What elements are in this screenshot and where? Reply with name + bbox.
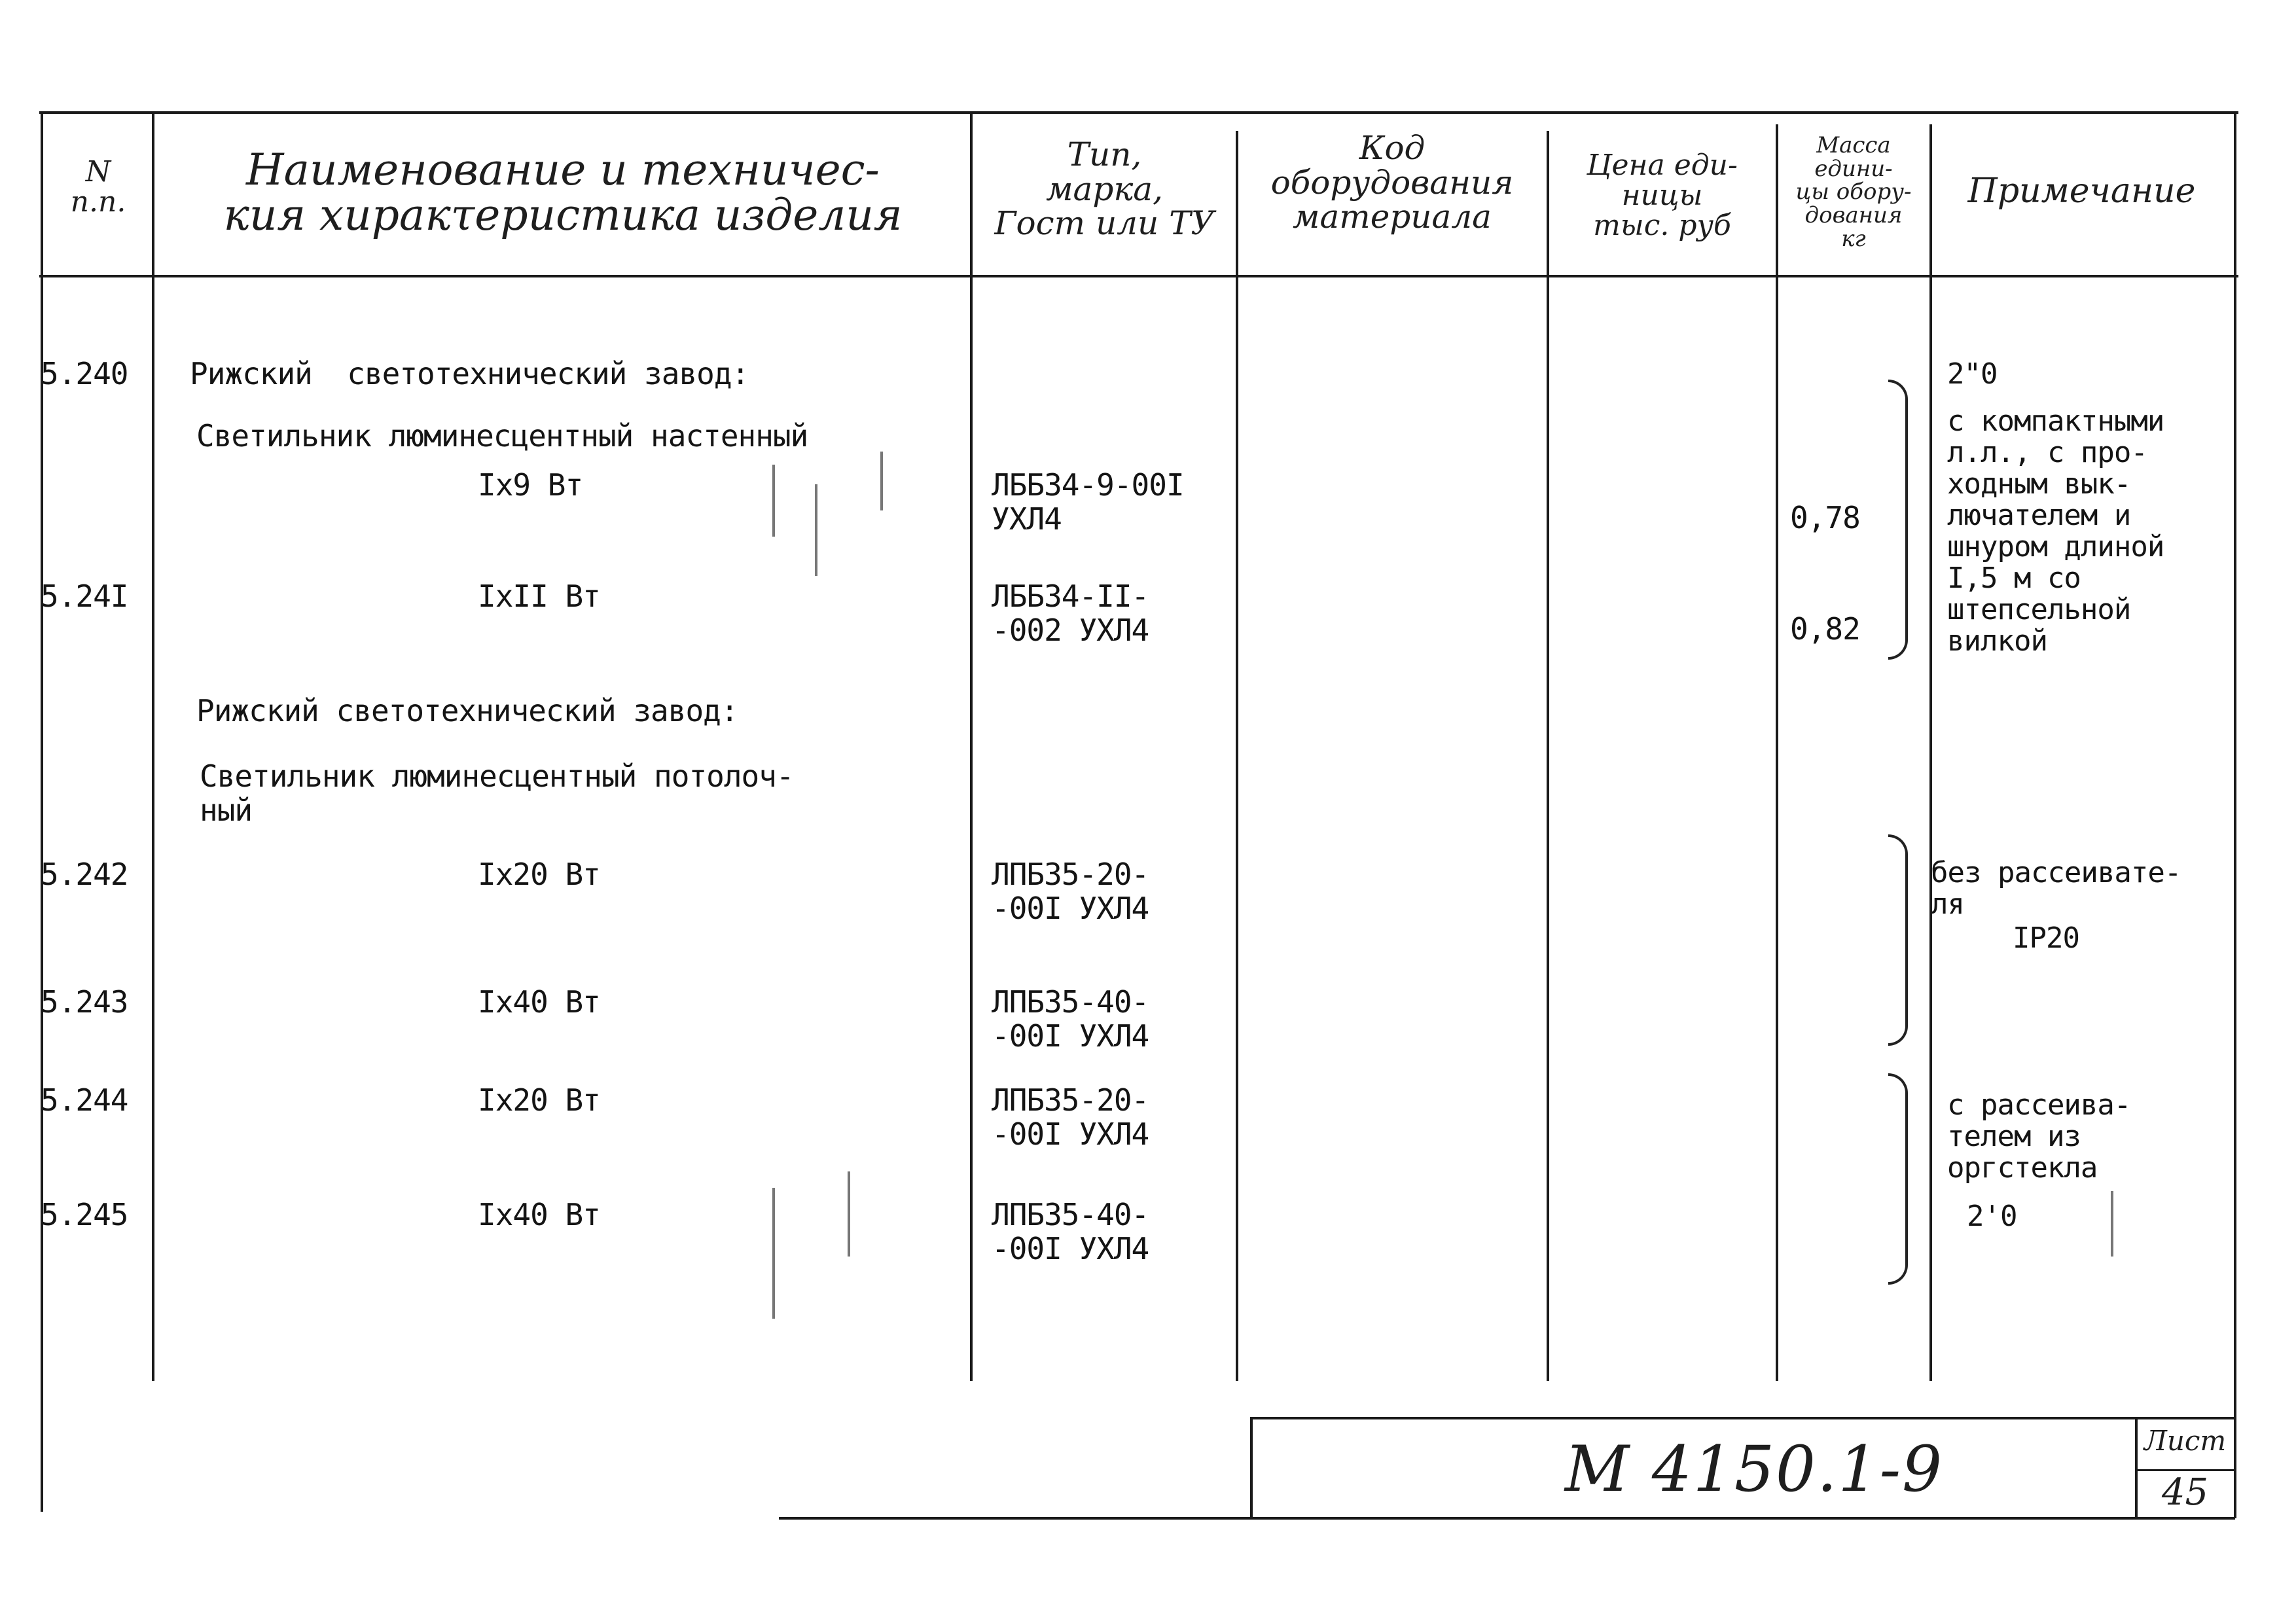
sheet-number: 45: [2161, 1471, 2209, 1514]
row-name: Ix20 Вт: [478, 1082, 600, 1118]
row-mass: 0,78: [1790, 500, 1860, 535]
row-number: 5.243: [41, 984, 128, 1020]
row-mass: 0,82: [1790, 611, 1860, 647]
header-number: N п.п.: [70, 155, 126, 219]
header-type: Тип, марка, Гост или ТУ: [994, 135, 1215, 242]
scan-mark: [815, 484, 817, 576]
row-type: ЛПБ35-40- -00I УХЛ4: [992, 1197, 1149, 1266]
sheet-label: Лист: [2144, 1425, 2227, 1457]
note-with-diffuser: с рассеива- телем из оргстекла: [1947, 1088, 2131, 1185]
col-divider-2: [970, 111, 973, 1381]
group-brace: [1888, 380, 1908, 660]
row-name: Ix20 Вт: [478, 857, 600, 892]
row-number: 5.244: [41, 1082, 128, 1118]
row-number: 5.242: [41, 857, 128, 892]
header-price: Цена еди- ницы тыс. руб: [1587, 149, 1738, 243]
row-name: IxII Вт: [478, 579, 600, 614]
stamp-top-border: [1250, 1417, 2235, 1419]
note-compact-lamps: с компактными л.л., с про- ходным вык- лючателем и шнуром длиной I,5 м со штепсельной вилкой: [1947, 404, 2164, 658]
row-type: ЛББ34-II- -002 УХЛ4: [992, 579, 1149, 648]
group-brace: [1888, 1073, 1908, 1285]
stamp-left-border: [1250, 1417, 1253, 1518]
row-number: 5.245: [41, 1197, 128, 1232]
col-divider-6: [1929, 124, 1932, 1381]
row-number: 5.24I: [41, 579, 128, 614]
row-number: 5.240: [41, 356, 128, 391]
scan-mark: [772, 1188, 775, 1319]
table-top-border: [39, 111, 2238, 114]
row-name: Ix40 Вт: [478, 1197, 600, 1232]
row-name: Ix40 Вт: [478, 984, 600, 1020]
row-type: ЛПБ35-20- -00I УХЛ4: [992, 857, 1149, 926]
stamp-bottom-border: [779, 1517, 2235, 1520]
scan-mark: [772, 465, 775, 537]
header-name: Наименование и техничес- кия хиракτеристика изделия: [223, 145, 903, 241]
scan-mark: [2111, 1191, 2113, 1257]
col-divider-1: [152, 111, 154, 1381]
group-brace: [1888, 834, 1908, 1046]
row-name: Рижский светотехнический завод:: [190, 356, 749, 391]
row-name: Рижский светотехнический завод:: [196, 693, 738, 728]
scan-mark: [848, 1171, 850, 1257]
row-type: ЛПБ35-40- -00I УХЛ4: [992, 984, 1149, 1054]
row-type: ЛПБ35-20- -00I УХЛ4: [992, 1082, 1149, 1152]
header-bottom-border: [39, 275, 2238, 277]
note-mark: 2'0: [1967, 1200, 2017, 1233]
col-divider-left: [41, 111, 43, 1512]
header-mass: Масса едини- цы обору- дования кг: [1795, 132, 1912, 252]
row-name: Светильник люминесцентный потолоч- ный: [200, 758, 794, 828]
row-name: Ix9 Вт: [478, 467, 583, 503]
col-divider-4: [1547, 131, 1549, 1381]
row-name: Светильник люминесцентный настенный: [196, 418, 808, 454]
note-no-diffuser: без рассеивате- ля: [1931, 856, 2181, 921]
col-divider-5: [1776, 124, 1778, 1381]
scan-mark: [880, 452, 883, 510]
header-note: Примечание: [1967, 171, 2196, 211]
note-ip-rating: IP20: [2013, 921, 2079, 955]
note-mark: 2"0: [1947, 357, 1998, 391]
col-divider-right: [2234, 111, 2236, 1518]
col-divider-3: [1236, 131, 1238, 1381]
document-code: М 4150.1-9: [1564, 1433, 1944, 1506]
row-type: ЛББ34-9-00I УХЛ4: [992, 467, 1184, 537]
header-code: Код oборудования материала: [1270, 129, 1514, 236]
